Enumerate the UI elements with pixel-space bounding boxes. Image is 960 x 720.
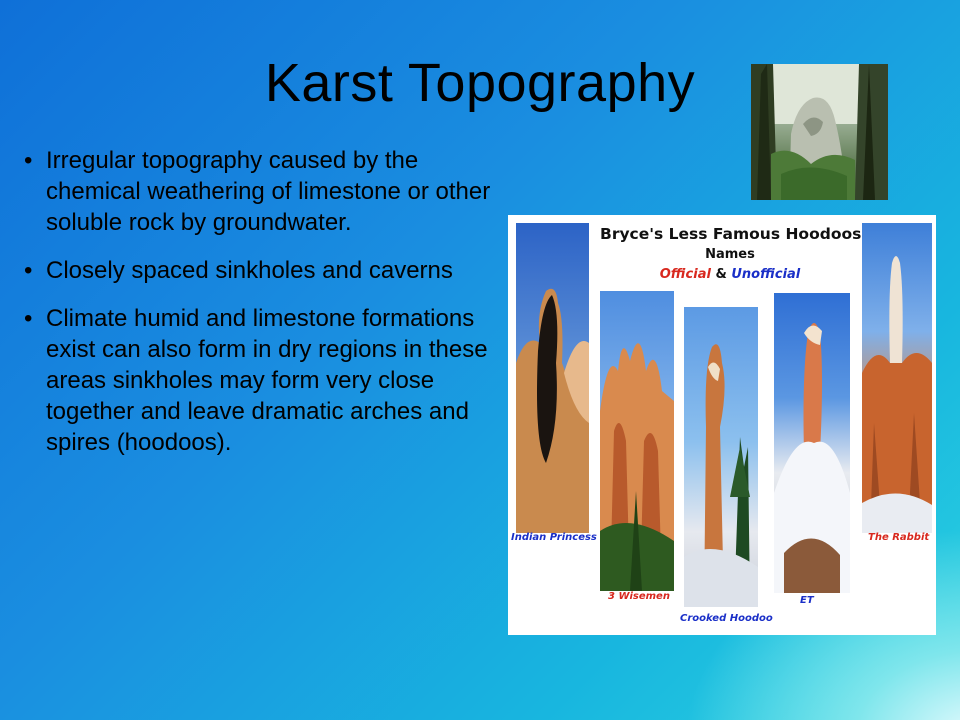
bullet-list	[24, 145, 494, 475]
hoodoo-photo-three-wisemen	[600, 291, 674, 591]
hoodoo-photo-crooked-hoodoo	[684, 307, 758, 607]
et-illustration	[774, 293, 850, 593]
three-wisemen-illustration	[600, 291, 674, 591]
hoodoo-photo-the-rabbit	[862, 223, 932, 533]
indian-princess-illustration	[516, 223, 589, 533]
bullet-item	[24, 303, 494, 458]
crooked-hoodoo-illustration	[684, 307, 758, 607]
rock-spire-illustration	[751, 64, 888, 200]
bullet-text: Climate humid and limestone formations exist can also form in dry regions in these areas sinkholes may form very close together and leave dramatic arches and spires (hoodoos).	[46, 305, 488, 456]
bullet-marker: •	[24, 257, 33, 284]
label-et: ET	[800, 595, 814, 606]
the-rabbit-illustration	[862, 223, 932, 533]
label-the-rabbit: The Rabbit	[868, 532, 930, 543]
legend-ampersand: &	[715, 267, 727, 282]
rock-spire-photo	[751, 64, 888, 200]
label-indian-princess: Indian Princess	[511, 532, 597, 543]
collage-subtitle: Names	[705, 247, 755, 262]
bullet-text: Closely spaced sinkholes and caverns	[46, 257, 453, 284]
label-three-wisemen: 3 Wisemen	[608, 591, 670, 602]
label-crooked-hoodoo: Crooked Hoodoo	[680, 613, 773, 624]
bullet-item	[24, 255, 494, 286]
hoodoo-photo-et	[774, 293, 850, 593]
legend-official: Official	[659, 267, 711, 282]
bullet-text: Irregular topography caused by the chemical weathering of limestone or other soluble rock by groundwater.	[46, 147, 491, 236]
collage-legend	[600, 267, 860, 282]
bullet-marker: •	[24, 147, 33, 174]
bullet-item	[24, 145, 494, 238]
hoodoo-photo-indian-princess	[516, 223, 589, 533]
slide-title: Karst Topography	[264, 53, 696, 113]
bullet-marker: •	[24, 305, 33, 332]
hoodoo-collage	[508, 215, 936, 635]
collage-title: Bryce's Less Famous Hoodoos	[600, 225, 862, 243]
legend-unofficial: Unofficial	[731, 267, 801, 282]
